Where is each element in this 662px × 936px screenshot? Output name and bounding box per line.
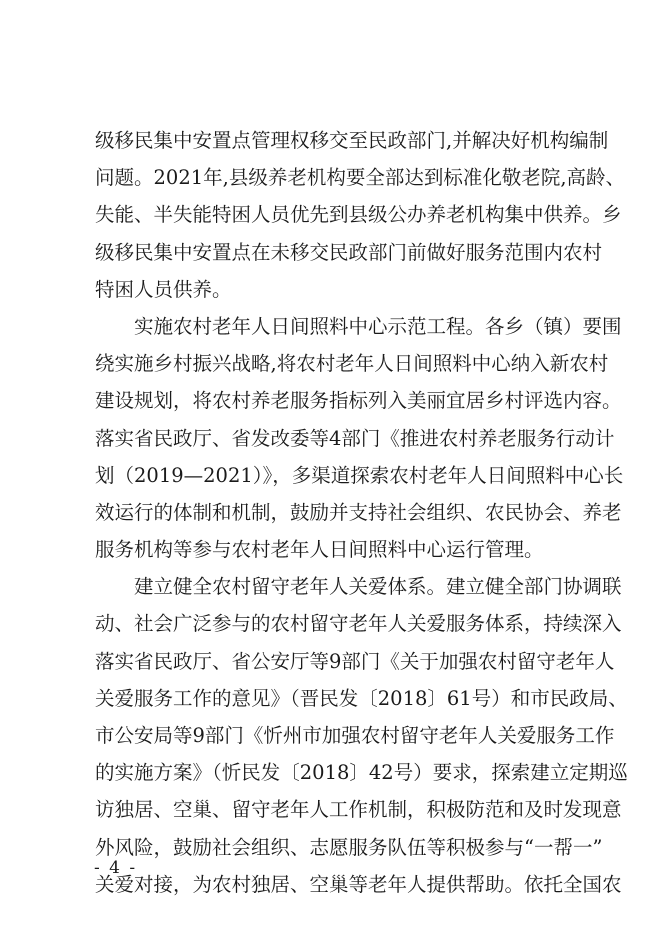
text-line: 实施农村老年人日间照料中心示范工程。各乡（镇）要围 xyxy=(95,314,622,338)
text-line: 关爱服务工作的意见》（晋民发〔2018〕61号）和市民政局、 xyxy=(95,686,628,710)
text-line: 落实省民政厅、省公安厅等9部门《关于加强农村留守老年人 xyxy=(95,649,615,673)
page-number: - 4 - xyxy=(94,858,138,878)
body-text xyxy=(95,122,628,903)
text-line: 关爱对接，为农村独居、空巢等老年人提供帮助。依托全国农 xyxy=(95,872,622,896)
text-line: 市公安局等9部门《忻州市加强农村留守老年人关爱服务工作 xyxy=(95,724,615,747)
text-line: 效运行的体制和机制，鼓励并支持社会组织、农民协会、养老 xyxy=(95,500,622,524)
text-line: 建设规划，将农村养老服务指标列入美丽宜居乡村评选内容。 xyxy=(95,389,622,413)
text-line: 服务机构等参与农村老年人日间照料中心运行管理。 xyxy=(95,538,544,562)
text-line: 特困人员供养。 xyxy=(95,277,232,301)
text-line: 级移民集中安置点在未移交民政部门前做好服务范围内农村 xyxy=(95,240,603,264)
text-line: 级移民集中安置点管理权移交至民政部门,并解决好机构编制 xyxy=(95,129,609,152)
text-line: 失能、半失能特困人员优先到县级公办养老机构集中供养。乡 xyxy=(95,203,622,227)
text-line: 访独居、空巢、留守老年人工作机制，积极防范和及时发现意 xyxy=(95,798,622,822)
text-line: 划（2019—2021）》，多渠道探索农村老年人日间照料中心长 xyxy=(95,463,624,487)
text-line: 外风险，鼓励社会组织、志愿服务队伍等积极参与“一帮一” xyxy=(95,835,603,859)
text-line: 动、社会广泛参与的农村留守老年人关爱服务体系，持续深入 xyxy=(95,612,622,636)
text-line: 绕实施乡村振兴战略,将农村老年人日间照料中心纳入新农村 xyxy=(95,352,609,376)
text-line: 的实施方案》（忻民发〔2018〕42号）要求，探索建立定期巡 xyxy=(95,761,628,785)
text-line: 建立健全农村留守老年人关爱体系。建立健全部门协调联 xyxy=(95,575,622,599)
text-line: 问题。2021年,县级养老机构要全部达到标准化敬老院,高龄、 xyxy=(95,166,626,190)
text-line: 落实省民政厅、省发改委等4部门《推进农村养老服务行动计 xyxy=(95,426,615,450)
